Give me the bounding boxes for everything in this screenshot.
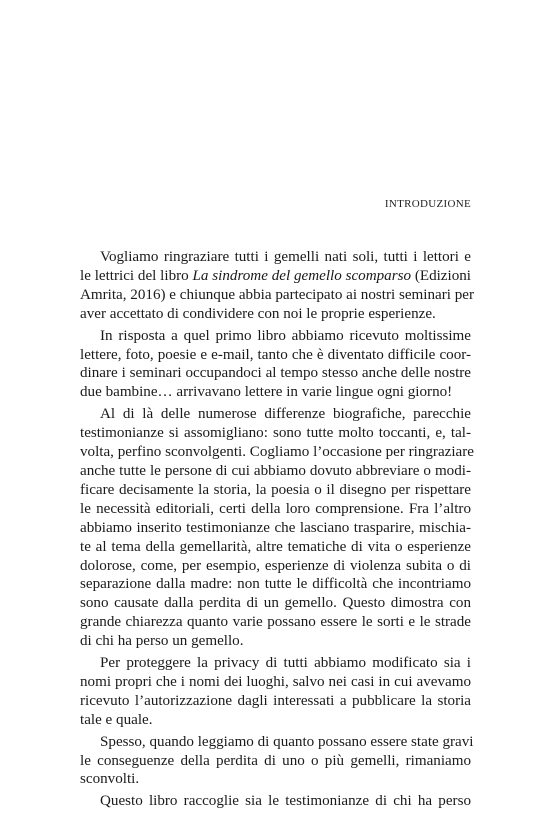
body-text [80,248,474,814]
text-line [80,557,471,576]
text-run: testimonianze si assomigliano: sono tutte molto toccanti, e, tal- [80,425,471,442]
text-line [80,364,471,383]
book-title: La sindrome del gemello scomparso [192,267,411,284]
text-line [80,711,471,730]
text-line [80,654,471,673]
text-line [80,267,471,286]
text-line [80,519,471,538]
text-run: (Edizioni [411,267,471,284]
running-header: INTRODUZIONE [384,198,471,210]
text-run: Spesso, quando leggiamo di quanto possano essere state gravi [100,733,474,750]
text-line [80,733,474,752]
text-run: le conseguenze della perdita di uno o più gemelli, rimaniamo [80,752,471,769]
text-run: volta, perfino sconvolgenti. Cogliamo l’occasione per ringraziare [80,444,474,461]
text-run: dolorose, come, per esempio, esperienze di violenza subita o di [80,557,471,574]
text-run: Per proteggere la privacy di tutti abbiamo modificato sia i [100,655,471,672]
text-line [80,424,471,443]
text-line [80,752,471,771]
text-line [80,443,474,462]
text-run: sono causate dalla perdita di un gemello. Questo dimostra con [80,595,471,612]
text-run: ficare decisamente la storia, la poesia o il disegno per rispettare [80,481,471,498]
text-run: abbiamo inserito testimonianze che lasciano trasparire, mischia- [80,519,471,536]
text-line [80,305,471,324]
text-line [80,673,471,692]
text-line [80,792,471,811]
paragraph [80,327,471,403]
text-line [80,462,471,481]
text-run: Vogliamo ringraziare tutti i gemelli nati soli, tutti i lettori e [100,249,471,265]
text-line [80,327,471,346]
text-line [80,594,471,613]
text-run: aver accettato di condividere con noi le proprie esperienze. [80,305,436,322]
text-line [80,248,471,267]
paragraph [80,733,474,790]
paragraph [80,654,471,730]
text-line [80,383,471,402]
text-line [80,613,471,632]
text-line [80,538,471,557]
text-run: le lettrici del libro [80,267,193,284]
text-run: Al di là delle numerose differenze biografiche, parecchie [100,406,471,423]
text-run: di chi ha perso un gemello. [80,633,244,650]
text-run: due bambine… arrivavano lettere in varie lingue ogni giorno! [80,384,453,401]
text-run: grande chiarezza quanto varie possano essere le sorti e le strade [80,614,471,631]
text-run: dinare i seminari occupandoci al tempo stesso anche delle nostre [80,365,471,382]
text-run: sconvolti. [80,771,140,788]
text-line [80,500,471,519]
text-line [80,692,471,711]
text-line [80,575,471,594]
text-line [80,481,471,500]
paragraph [80,405,474,651]
text-line [80,632,471,651]
text-run: anche tutte le persone di cui abbiamo dovuto abbreviare o modi- [80,462,471,479]
text-run: lettere, foto, poesie e e-mail, tanto che è diventato difficile coor- [80,346,471,363]
text-run: nomi propri che i nomi dei luoghi, salvo nei casi in cui avevamo [80,673,471,690]
text-run: Questo libro raccoglie sia le testimonianze di chi ha perso [100,793,471,810]
text-run: tale e quale. [80,711,153,728]
text-line [80,286,474,305]
paragraph [80,248,474,324]
text-run: le necessità editoriali, certi della loro comprensione. Fra l’altro [80,500,471,517]
text-run: separazione dalla madre: non tutte le difficoltà che incontriamo [80,576,471,593]
text-run: ricevuto l’autorizzazione dagli interessati a pubblicare la storia [80,692,471,709]
text-run: In risposta a quel primo libro abbiamo ricevuto moltissime [100,327,471,344]
text-line [80,405,471,424]
text-run: te al tema della gemellarità, altre tematiche di vita o esperienze [80,538,471,555]
text-run: Amrita, 2016) e chiunque abbia partecipato ai nostri seminari per [80,286,474,303]
text-line [80,770,471,789]
text-line [80,346,471,365]
paragraph [80,792,471,811]
